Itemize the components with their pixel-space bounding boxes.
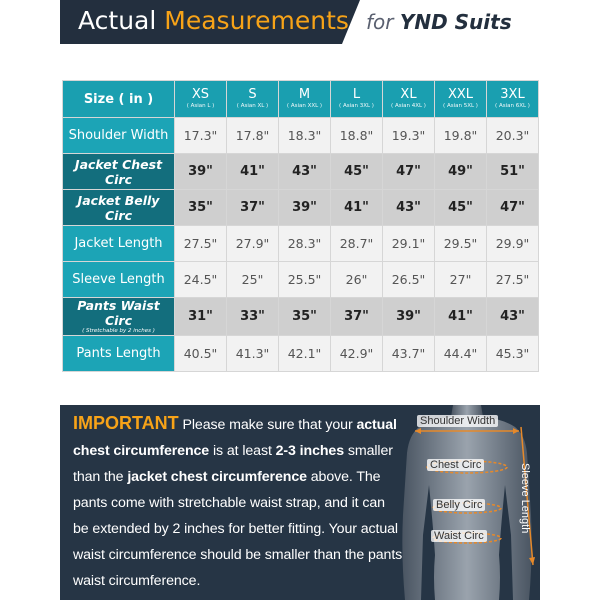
table-row-jacket-belly [63, 190, 539, 226]
table-cell: 41" [331, 190, 383, 226]
size-header-label: Size ( in ) [63, 81, 175, 118]
table-cell: 51" [487, 154, 539, 190]
size-name: XS [191, 87, 210, 102]
row-label: Sleeve Length [63, 262, 175, 298]
belly-circ-label: Belly Circ [433, 499, 485, 511]
size-name: XL [400, 87, 417, 102]
notice-text: is at least [209, 443, 276, 459]
notice-bold: actual chest circumference [73, 417, 397, 459]
important-heading: IMPORTANT [73, 413, 179, 433]
notice-bold: 2-3 inches [275, 443, 345, 459]
table-row-pants-waist [63, 298, 539, 336]
size-asian: ( Asian 5XL ) [443, 103, 478, 109]
table-cell: 39" [279, 190, 331, 226]
size-asian: ( Asian L ) [186, 103, 215, 109]
size-header-xs [175, 81, 227, 118]
table-cell: 29.1" [383, 226, 435, 262]
title-actual: Actual [78, 6, 165, 35]
table-cell: 42.1" [279, 336, 331, 372]
row-label-pants-waist [63, 298, 175, 336]
important-notice [73, 410, 403, 594]
table-cell: 28.7" [331, 226, 383, 262]
size-asian: ( Asian 6XL ) [495, 103, 530, 109]
table-row-sleeve-length [63, 262, 539, 298]
table-cell: 42.9" [331, 336, 383, 372]
size-header-xl [383, 81, 435, 118]
table-cell: 25" [227, 262, 279, 298]
table-cell: 27" [435, 262, 487, 298]
table-cell: 26.5" [383, 262, 435, 298]
table-cell: 17.3" [175, 118, 227, 154]
size-asian: ( Asian XXL ) [286, 103, 323, 109]
shoulder-width-label: Shoulder Width [417, 415, 498, 427]
table-cell: 26" [331, 262, 383, 298]
page-title [78, 4, 349, 38]
table-cell: 29.5" [435, 226, 487, 262]
size-header-xxl [435, 81, 487, 118]
size-asian: ( Asian XL ) [236, 103, 269, 109]
table-cell: 37" [227, 190, 279, 226]
table-cell: 45" [331, 154, 383, 190]
table-cell: 29.9" [487, 226, 539, 262]
table-row-jacket-chest [63, 154, 539, 190]
table-cell: 39" [175, 154, 227, 190]
table-cell: 35" [279, 298, 331, 336]
notice-text: Please make sure that your [178, 417, 357, 433]
table-cell: 27.9" [227, 226, 279, 262]
table-cell: 45.3" [487, 336, 539, 372]
table-cell: 39" [383, 298, 435, 336]
table-cell: 33" [227, 298, 279, 336]
table-row-jacket-length [63, 226, 539, 262]
title-measurements: Measurements [164, 6, 349, 35]
body-measurement-figure [395, 405, 540, 600]
size-header-m [279, 81, 331, 118]
size-header-s [227, 81, 279, 118]
row-label: Jacket Length [63, 226, 175, 262]
table-cell: 27.5" [487, 262, 539, 298]
table-cell: 18.3" [279, 118, 331, 154]
table-row-pants-length [63, 336, 539, 372]
notice-text: smaller than the [73, 443, 393, 485]
row-label: Jacket Chest Circ [63, 154, 175, 190]
table-cell: 24.5" [175, 262, 227, 298]
table-cell: 19.8" [435, 118, 487, 154]
row-label: Shoulder Width [63, 118, 175, 154]
table-cell: 19.3" [383, 118, 435, 154]
table-cell: 47" [383, 154, 435, 190]
table-cell: 40.5" [175, 336, 227, 372]
table-cell: 49" [435, 154, 487, 190]
table-cell: 41" [435, 298, 487, 336]
brand-line [366, 10, 512, 34]
size-asian: ( Asian 4XL ) [391, 103, 426, 109]
brand-name: YND Suits [399, 10, 512, 34]
size-name: M [298, 87, 311, 102]
table-cell: 25.5" [279, 262, 331, 298]
waist-circ-label: Waist Circ [431, 530, 487, 542]
notice-text: above. The pants come with stretchable waist strap, and it can be extended by 2 inches for better fitting. Your actual waist circumference should be smaller than the pants waist circumference. [73, 469, 403, 589]
table-row-shoulder-width [63, 118, 539, 154]
row-sublabel: ( Stretchable by 2 inches ) [82, 328, 155, 334]
table-cell: 31" [175, 298, 227, 336]
table-cell: 28.3" [279, 226, 331, 262]
sleeve-length-label: Sleeve Length [519, 463, 531, 534]
table-cell: 41.3" [227, 336, 279, 372]
table-cell: 43" [383, 190, 435, 226]
table-cell: 41" [227, 154, 279, 190]
table-cell: 47" [487, 190, 539, 226]
size-chart-table [62, 80, 539, 372]
table-cell: 27.5" [175, 226, 227, 262]
table-cell: 18.8" [331, 118, 383, 154]
table-cell: 37" [331, 298, 383, 336]
table-cell: 43" [279, 154, 331, 190]
size-header-3xl [487, 81, 539, 118]
table-cell: 17.8" [227, 118, 279, 154]
row-label: Jacket Belly Circ [63, 190, 175, 226]
table-cell: 43.7" [383, 336, 435, 372]
size-name: 3XL [500, 87, 525, 102]
notice-bold: jacket chest circumference [127, 469, 307, 485]
table-cell: 35" [175, 190, 227, 226]
table-header-row [63, 81, 539, 118]
size-header-l [331, 81, 383, 118]
table-cell: 43" [487, 298, 539, 336]
size-name: L [352, 87, 361, 102]
row-label: Pants Length [63, 336, 175, 372]
table-cell: 45" [435, 190, 487, 226]
row-label: Pants Waist Circ [77, 298, 160, 328]
brand-prefix: for [366, 10, 400, 34]
size-name: S [248, 87, 257, 102]
table-cell: 20.3" [487, 118, 539, 154]
size-asian: ( Asian 3XL ) [339, 103, 374, 109]
size-name: XXL [447, 87, 474, 102]
chest-circ-label: Chest Circ [427, 459, 484, 471]
table-cell: 44.4" [435, 336, 487, 372]
